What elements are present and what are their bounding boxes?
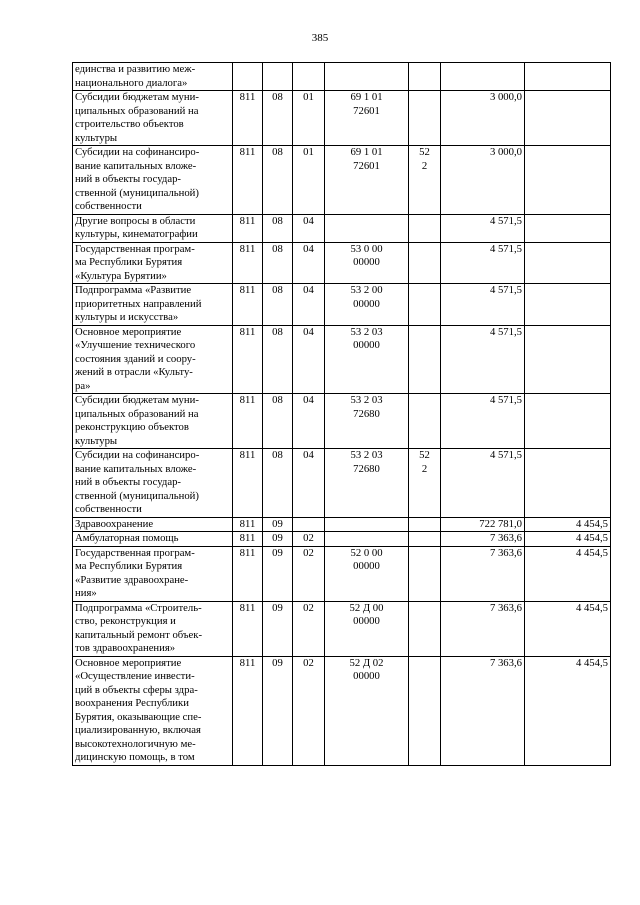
item-name-cell-text: Основное мероприятие «Осуществление инвести- ций в объекты сферы здра- воохранения Республики Бурятия, оказывающие спе- циализированную, включая высокотехнологичную ме- дицинскую помощь, в том xyxy=(75,656,202,763)
admin-code-cell-text: 811 xyxy=(239,394,256,406)
amount-cell xyxy=(441,601,525,656)
subsection-code-cell xyxy=(293,91,325,146)
item-name-cell xyxy=(73,656,233,765)
expense-type-cell-text: 52 2 xyxy=(419,146,430,172)
target-article-cell xyxy=(325,91,409,146)
target-article-cell xyxy=(325,284,409,326)
amount-cell xyxy=(441,517,525,532)
subsection-code-cell xyxy=(293,394,325,449)
subsection-code-cell xyxy=(293,517,325,532)
admin-code-cell xyxy=(233,325,263,394)
target-article-cell xyxy=(325,146,409,215)
section-code-cell-text: 09 xyxy=(272,517,283,530)
section-code-cell xyxy=(263,146,293,215)
item-name-cell-text: Государственная програм- ма Республики Бурятия «Развитие здравоохране- ния» xyxy=(75,546,195,599)
item-name-cell-text: Государственная програм- ма Республики Бурятия «Культура Бурятии» xyxy=(75,242,195,282)
page-number: 385 xyxy=(311,32,329,44)
amount-cell xyxy=(441,284,525,326)
admin-code-cell xyxy=(233,449,263,518)
expense-type-cell xyxy=(409,532,441,547)
admin-code-cell-text: 811 xyxy=(239,517,256,530)
admin-code-cell-text: 811 xyxy=(239,325,256,338)
federal-amount-cell xyxy=(525,601,611,656)
federal-amount-cell xyxy=(525,242,611,284)
target-article-cell-text: 52 Д 00 00000 xyxy=(349,601,384,627)
subsection-code-cell-text: 04 xyxy=(303,214,314,227)
federal-amount-cell xyxy=(525,146,611,215)
subsection-code-cell-text: 02 xyxy=(303,546,314,559)
admin-code-cell xyxy=(233,517,263,532)
table-row xyxy=(73,214,611,242)
section-code-cell-text: 08 xyxy=(272,449,283,461)
target-article-cell xyxy=(325,517,409,532)
admin-code-cell xyxy=(233,546,263,601)
amount-cell xyxy=(441,656,525,765)
subsection-code-cell xyxy=(293,284,325,326)
section-code-cell xyxy=(263,214,293,242)
target-article-cell-text: 52 Д 02 00000 xyxy=(349,656,384,682)
amount-cell xyxy=(441,214,525,242)
expense-type-cell xyxy=(409,394,441,449)
amount-cell-text: 4 571,5 xyxy=(489,214,522,227)
table-row xyxy=(73,325,611,394)
section-code-cell xyxy=(263,546,293,601)
subsection-code-cell-text: 04 xyxy=(303,242,314,255)
table-row xyxy=(73,63,611,91)
expense-type-cell xyxy=(409,601,441,656)
table-row xyxy=(73,242,611,284)
amount-cell-text: 3 000,0 xyxy=(489,146,522,158)
subsection-code-cell xyxy=(293,449,325,518)
federal-amount-cell xyxy=(525,449,611,518)
section-code-cell-text: 08 xyxy=(272,146,283,158)
section-code-cell xyxy=(263,517,293,532)
table-row xyxy=(73,517,611,532)
target-article-cell xyxy=(325,242,409,284)
table-row xyxy=(73,91,611,146)
subsection-code-cell xyxy=(293,601,325,656)
section-code-cell xyxy=(263,601,293,656)
amount-cell xyxy=(441,91,525,146)
admin-code-cell-text: 811 xyxy=(239,601,256,614)
item-name-cell xyxy=(73,449,233,518)
federal-amount-cell xyxy=(525,284,611,326)
section-code-cell xyxy=(263,394,293,449)
federal-amount-cell xyxy=(525,394,611,449)
section-code-cell-text: 09 xyxy=(272,656,283,669)
subsection-code-cell-text: 04 xyxy=(303,449,314,461)
amount-cell-text: 7 363,6 xyxy=(489,656,522,669)
subsection-code-cell xyxy=(293,242,325,284)
amount-cell-text: 7 363,6 xyxy=(489,532,522,544)
section-code-cell xyxy=(263,91,293,146)
item-name-cell-text: Здравоохранение xyxy=(75,517,154,530)
budget-table-body xyxy=(73,63,611,766)
subsection-code-cell-text: 01 xyxy=(303,146,314,158)
item-name-cell-text: Субсидии бюджетам муни- ципальных образований на реконструкцию объектов культуры xyxy=(75,394,199,447)
admin-code-cell-text: 811 xyxy=(239,214,256,227)
expense-type-cell xyxy=(409,546,441,601)
federal-amount-cell-text: 4 454,5 xyxy=(575,532,608,544)
federal-amount-cell-text: 4 454,5 xyxy=(575,601,608,614)
expense-type-cell xyxy=(409,63,441,91)
section-code-cell-text: 08 xyxy=(272,394,283,406)
subsection-code-cell-text: 02 xyxy=(303,601,314,614)
federal-amount-cell xyxy=(525,546,611,601)
table-row xyxy=(73,656,611,765)
target-article-cell-text: 53 2 03 72680 xyxy=(350,449,383,475)
amount-cell-text: 4 571,5 xyxy=(489,325,522,338)
amount-cell xyxy=(441,242,525,284)
item-name-cell xyxy=(73,242,233,284)
item-name-cell-text: Основное мероприятие «Улучшение технического состояния зданий и соору- жений в отрасли «Культу- ра» xyxy=(75,325,196,392)
subsection-code-cell-text: 02 xyxy=(303,656,314,669)
admin-code-cell xyxy=(233,63,263,91)
item-name-cell-text: Субсидии на софинансиро- вание капитальных вложе- ний в объекты государ- ственной (муниципальной) собственности xyxy=(75,449,200,515)
expense-type-cell xyxy=(409,517,441,532)
admin-code-cell-text: 811 xyxy=(239,91,256,103)
expense-type-cell xyxy=(409,91,441,146)
amount-cell-text: 722 781,0 xyxy=(479,517,522,530)
admin-code-cell xyxy=(233,601,263,656)
admin-code-cell-text: 811 xyxy=(239,449,256,461)
target-article-cell-text: 53 2 00 00000 xyxy=(350,284,383,310)
section-code-cell-text: 08 xyxy=(272,214,283,227)
item-name-cell xyxy=(73,532,233,547)
subsection-code-cell-text: 01 xyxy=(303,91,314,103)
target-article-cell xyxy=(325,394,409,449)
amount-cell xyxy=(441,63,525,91)
amount-cell xyxy=(441,449,525,518)
target-article-cell-text: 53 2 03 00000 xyxy=(350,325,383,351)
admin-code-cell xyxy=(233,394,263,449)
amount-cell xyxy=(441,532,525,547)
expense-type-cell xyxy=(409,325,441,394)
table-row xyxy=(73,146,611,215)
admin-code-cell xyxy=(233,284,263,326)
amount-cell-text: 3 000,0 xyxy=(489,91,522,103)
section-code-cell-text: 09 xyxy=(272,601,283,614)
target-article-cell xyxy=(325,63,409,91)
amount-cell-text: 4 571,5 xyxy=(489,449,522,461)
table-row xyxy=(73,601,611,656)
target-article-cell xyxy=(325,214,409,242)
item-name-cell xyxy=(73,517,233,532)
table-row xyxy=(73,546,611,601)
item-name-cell xyxy=(73,146,233,215)
expense-type-cell xyxy=(409,656,441,765)
section-code-cell xyxy=(263,449,293,518)
subsection-code-cell-text: 04 xyxy=(303,325,314,338)
subsection-code-cell xyxy=(293,532,325,547)
admin-code-cell xyxy=(233,146,263,215)
target-article-cell xyxy=(325,546,409,601)
expense-type-cell xyxy=(409,242,441,284)
section-code-cell-text: 08 xyxy=(272,325,283,338)
federal-amount-cell xyxy=(525,214,611,242)
amount-cell xyxy=(441,546,525,601)
section-code-cell-text: 09 xyxy=(272,532,283,544)
section-code-cell xyxy=(263,656,293,765)
subsection-code-cell xyxy=(293,325,325,394)
federal-amount-cell xyxy=(525,656,611,765)
subsection-code-cell xyxy=(293,63,325,91)
target-article-cell xyxy=(325,325,409,394)
item-name-cell-text: единства и развитию меж- национального диалога» xyxy=(75,63,196,89)
item-name-cell xyxy=(73,546,233,601)
section-code-cell xyxy=(263,63,293,91)
target-article-cell xyxy=(325,601,409,656)
target-article-cell xyxy=(325,532,409,547)
item-name-cell xyxy=(73,284,233,326)
subsection-code-cell-text: 02 xyxy=(303,532,314,544)
admin-code-cell xyxy=(233,656,263,765)
federal-amount-cell-text: 4 454,5 xyxy=(575,517,608,530)
expense-type-cell-text: 52 2 xyxy=(419,449,430,475)
item-name-cell xyxy=(73,91,233,146)
item-name-cell xyxy=(73,63,233,91)
admin-code-cell-text: 811 xyxy=(239,656,256,669)
federal-amount-cell-text: 4 454,5 xyxy=(575,546,608,559)
admin-code-cell-text: 811 xyxy=(239,546,256,559)
section-code-cell-text: 08 xyxy=(272,284,283,296)
federal-amount-cell xyxy=(525,325,611,394)
admin-code-cell xyxy=(233,214,263,242)
table-row xyxy=(73,394,611,449)
admin-code-cell xyxy=(233,91,263,146)
amount-cell xyxy=(441,146,525,215)
item-name-cell xyxy=(73,325,233,394)
target-article-cell-text: 69 1 01 72601 xyxy=(350,91,383,117)
target-article-cell-text: 53 0 00 00000 xyxy=(350,242,383,268)
section-code-cell xyxy=(263,325,293,394)
target-article-cell-text: 52 0 00 00000 xyxy=(350,546,383,572)
item-name-cell xyxy=(73,214,233,242)
expense-type-cell xyxy=(409,449,441,518)
admin-code-cell xyxy=(233,242,263,284)
subsection-code-cell-text: 04 xyxy=(303,394,314,406)
table-row xyxy=(73,532,611,547)
section-code-cell-text: 08 xyxy=(272,91,283,103)
expense-type-cell xyxy=(409,214,441,242)
amount-cell-text: 4 571,5 xyxy=(489,284,522,296)
section-code-cell-text: 09 xyxy=(272,546,283,559)
amount-cell-text: 4 571,5 xyxy=(489,242,522,255)
section-code-cell xyxy=(263,242,293,284)
amount-cell-text: 7 363,6 xyxy=(489,601,522,614)
item-name-cell xyxy=(73,394,233,449)
table-row xyxy=(73,449,611,518)
item-name-cell xyxy=(73,601,233,656)
federal-amount-cell xyxy=(525,517,611,532)
section-code-cell-text: 08 xyxy=(272,242,283,255)
amount-cell-text: 4 571,5 xyxy=(489,394,522,406)
section-code-cell xyxy=(263,284,293,326)
item-name-cell-text: Амбулаторная помощь xyxy=(75,532,179,544)
admin-code-cell-text: 811 xyxy=(239,284,256,296)
section-code-cell xyxy=(263,532,293,547)
target-article-cell-text: 53 2 03 72680 xyxy=(350,394,383,420)
subsection-code-cell-text: 04 xyxy=(303,284,314,296)
admin-code-cell-text: 811 xyxy=(239,532,256,544)
federal-amount-cell xyxy=(525,91,611,146)
item-name-cell-text: Подпрограмма «Развитие приоритетных направлений культуры и искусства» xyxy=(75,284,202,323)
federal-amount-cell-text: 4 454,5 xyxy=(575,656,608,669)
amount-cell-text: 7 363,6 xyxy=(489,546,522,559)
table-row xyxy=(73,284,611,326)
subsection-code-cell xyxy=(293,146,325,215)
subsection-code-cell xyxy=(293,656,325,765)
item-name-cell-text: Субсидии на софинансиро- вание капитальных вложе- ний в объекты государ- ственной (муниципальной) собственности xyxy=(75,146,200,212)
expense-type-cell xyxy=(409,146,441,215)
target-article-cell xyxy=(325,449,409,518)
federal-amount-cell xyxy=(525,63,611,91)
budget-table xyxy=(72,62,611,766)
subsection-code-cell xyxy=(293,214,325,242)
item-name-cell-text: Подпрограмма «Строитель- ство, реконструкция и капитальный ремонт объек- тов здравоохранения» xyxy=(75,601,203,654)
amount-cell xyxy=(441,325,525,394)
expense-type-cell xyxy=(409,284,441,326)
amount-cell xyxy=(441,394,525,449)
item-name-cell-text: Субсидии бюджетам муни- ципальных образований на строительство объектов культуры xyxy=(75,91,199,144)
admin-code-cell-text: 811 xyxy=(239,242,256,255)
admin-code-cell xyxy=(233,532,263,547)
target-article-cell xyxy=(325,656,409,765)
admin-code-cell-text: 811 xyxy=(239,146,256,158)
federal-amount-cell xyxy=(525,532,611,547)
target-article-cell-text: 69 1 01 72601 xyxy=(350,146,383,172)
subsection-code-cell xyxy=(293,546,325,601)
item-name-cell-text: Другие вопросы в области культуры, кинематографии xyxy=(75,214,198,240)
